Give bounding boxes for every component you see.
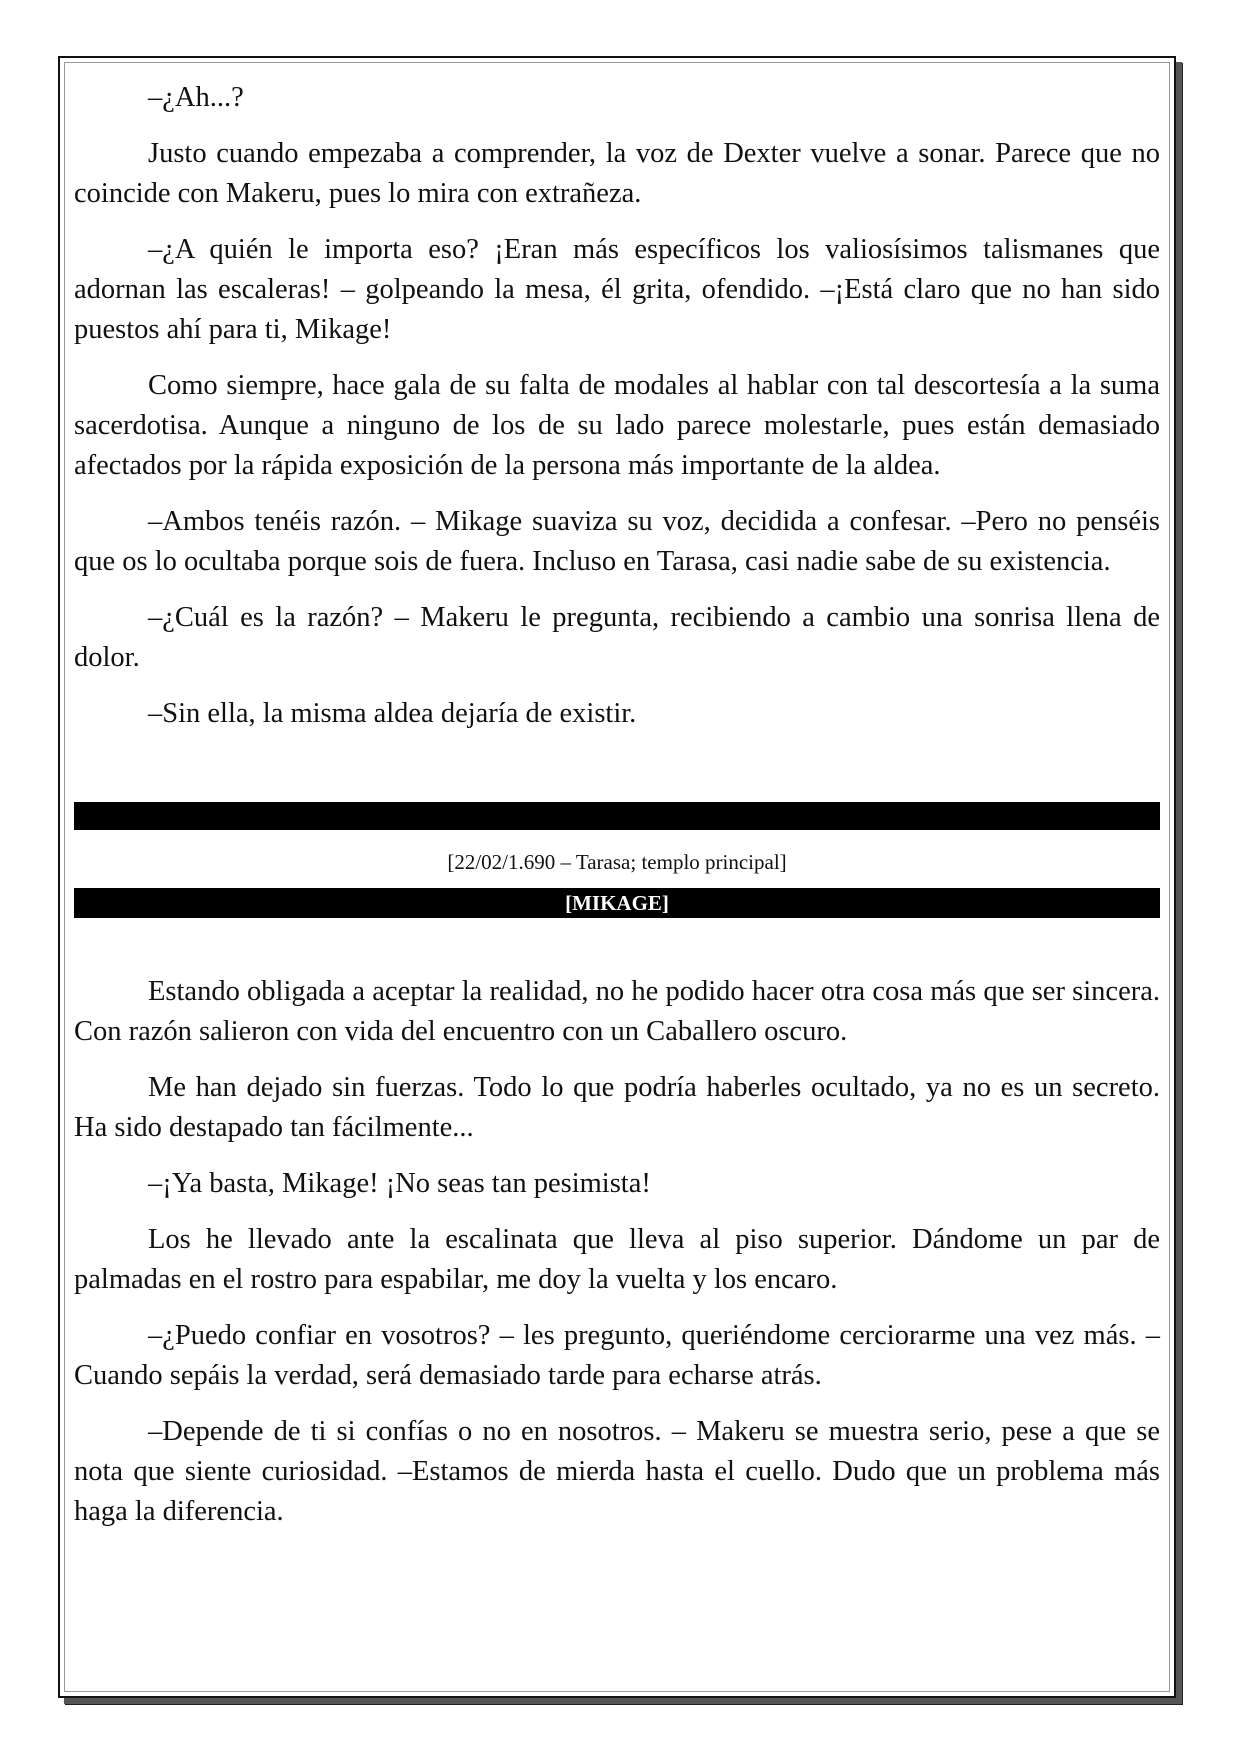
section-spacer	[74, 918, 1160, 972]
paragraph: Me han dejado sin fuerzas. Todo lo que podría haberles ocultado, ya no es un secreto. Ha sido destapado tan fácilmente...	[74, 1072, 1160, 1143]
paragraph: –¡Ya basta, Mikage! ¡No seas tan pesimista!	[148, 1168, 651, 1199]
pov-header: [MIKAGE]	[74, 888, 1160, 918]
paragraph: –¿Puedo confiar en vosotros? – les pregunto, queriéndome cerciorarme una vez más. –Cuando sepáis la verdad, será demasiado tarde para echarse atrás.	[74, 1320, 1160, 1391]
paragraph: –Ambos tenéis razón. – Mikage suaviza su voz, decidida a confesar. –Pero no penséis que os lo ocultaba porque sois de fuera. Incluso en Tarasa, casi nadie sabe de su existencia.	[74, 506, 1160, 577]
page-frame	[58, 56, 1176, 1698]
paragraph: –¿Cuál es la razón? – Makeru le pregunta, recibiendo a cambio una sonrisa llena de dolor.	[74, 602, 1160, 673]
paragraph: Como siempre, hace gala de su falta de modales al hablar con tal descortesía a la suma sacerdotisa. Aunque a ninguno de los de su lado parece molestarle, pues están demasiado afectados por la rápida exposición de la persona más importante de la aldea.	[74, 370, 1160, 481]
paragraph: Justo cuando empezaba a comprender, la voz de Dexter vuelve a sonar. Parece que no coincide con Makeru, pues lo mira con extrañeza.	[74, 138, 1160, 209]
scene-date-location: [22/02/1.690 – Tarasa; templo principal]	[447, 850, 787, 874]
paragraph: Los he llevado ante la escalinata que lleva al piso superior. Dándome un par de palmadas en el rostro para espabilar, me doy la vuelta y los encaro.	[74, 1224, 1160, 1295]
scene-divider-bar	[74, 802, 1160, 830]
paragraph: Estando obligada a aceptar la realidad, no he podido hacer otra cosa más que ser sincera. Con razón salieron con vida del encuentro con un Caballero oscuro.	[74, 976, 1160, 1047]
page-content	[74, 78, 1160, 1548]
paragraph: –Depende de ti si confías o no en nosotros. – Makeru se muestra serio, pese a que se nota que siente curiosidad. –Estamos de mierda hasta el cuello. Dudo que un problema más haga la diferencia.	[74, 1416, 1160, 1527]
paragraph: –Sin ella, la misma aldea dejaría de existir.	[148, 698, 637, 729]
paragraph: –¿A quién le importa eso? ¡Eran más específicos los valiosísimos talismanes que adornan las escaleras! – golpeando la mesa, él grita, ofendido. –¡Está claro que no han sido puestos ahí para ti, Mikage!	[74, 234, 1160, 345]
paragraph: –¿Ah...?	[148, 82, 244, 113]
section-spacer	[74, 750, 1160, 802]
